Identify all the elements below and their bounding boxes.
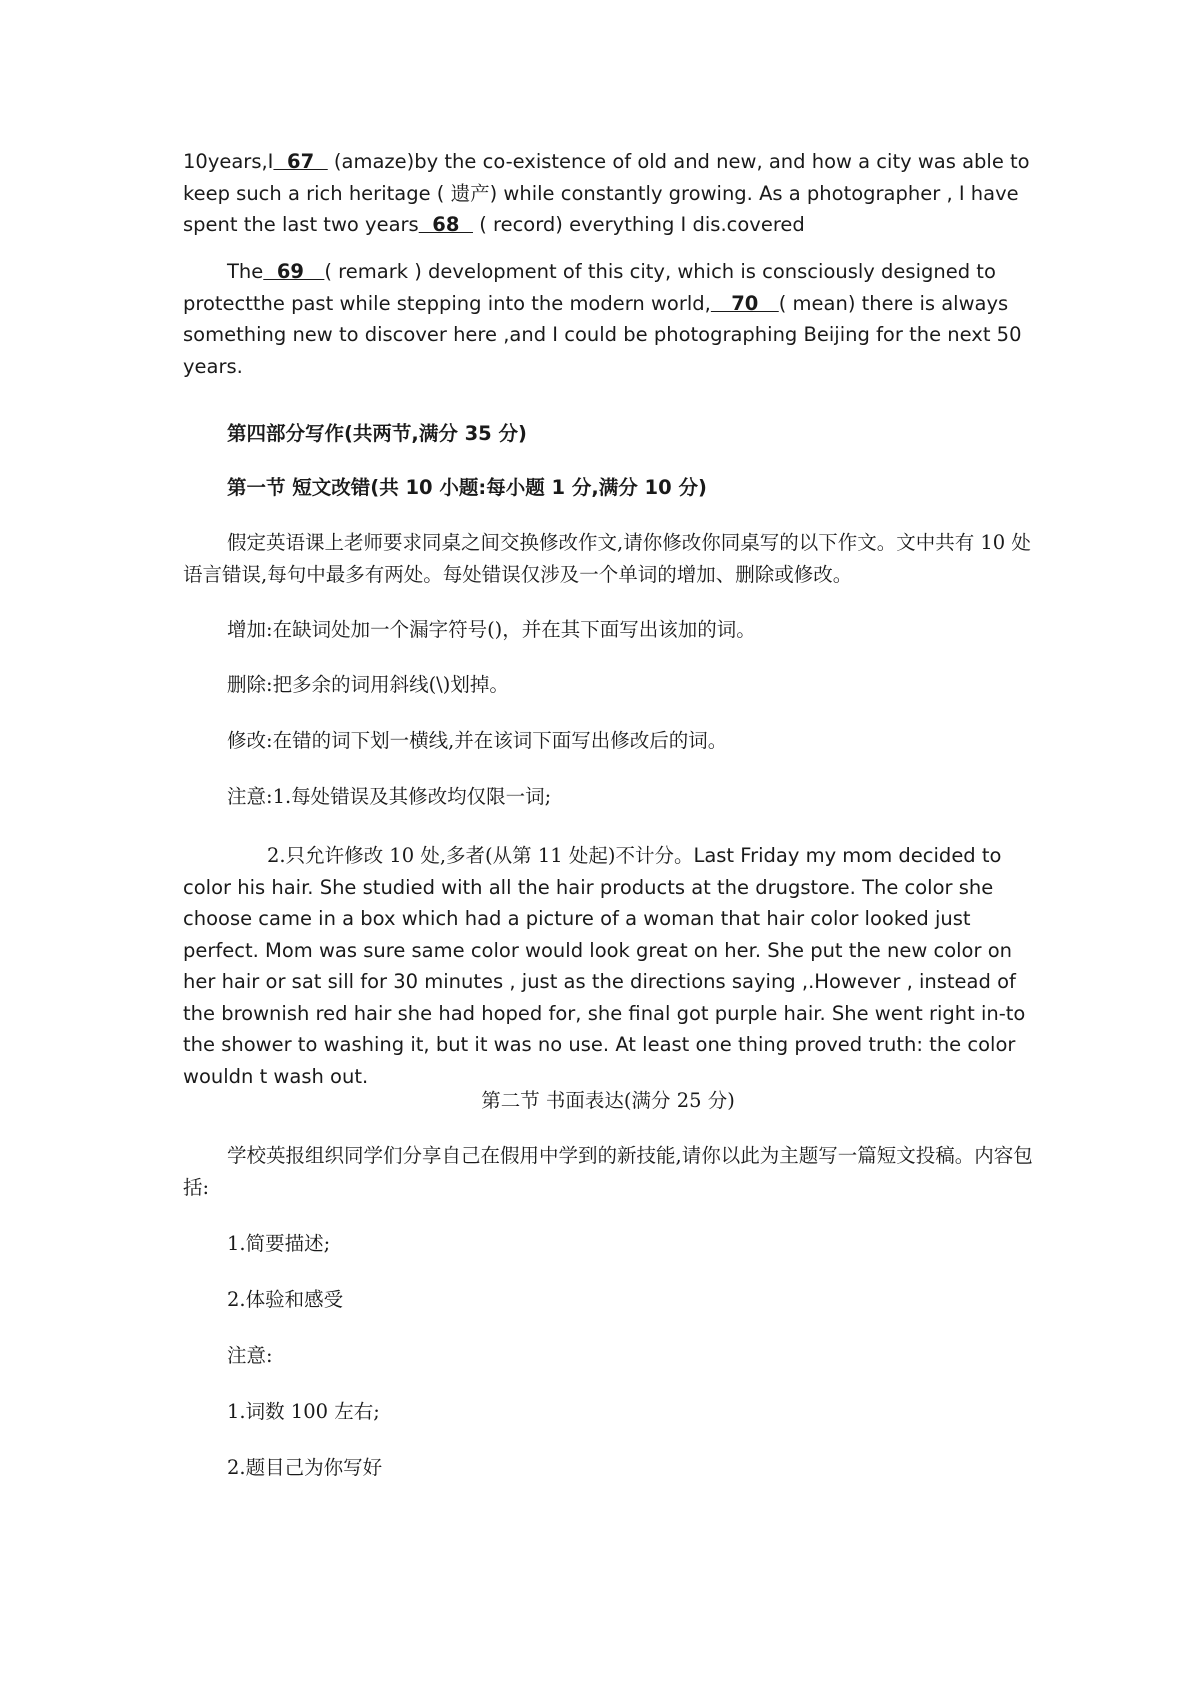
section1-heading: 第一节 短文改错(共 10 小题:每小题 1 分,满分 10 分) [227,476,707,499]
section2-instructions: 学校英报组织同学们分享自己在假用中学到的新技能,请你以此为主题写一篇短文投稿。内容包括: [183,1144,1033,1199]
passage-text: ( mean) there is always something new to discover here ,and I could be photographing Beijing for the next 50 years. [183,291,1022,378]
passage-text: Last Friday my mom decided to color his hair. She studied with all the hair products at the drugstore. The color she choose came in a box which had a picture of a woman that hair color looked just perfect. Mom was sure same color would look great on her. She put the new color on her hair or sat sill for 30 minutes , just as the directions saying ,.However , instead of the brownish red hair she had hoped for, she final got purple hair. She went right in-to the shower to washing it, but it was no use. At least one thing proved truth: the color wouldn t wash out. [183,844,1026,1088]
rule-modify: 修改:在错的词下划一横线,并在该词下面写出修改后的词。 [227,729,728,752]
content-item-1: 1.简要描述; [227,1232,331,1255]
requirement-2: 2.题目己为你写好 [227,1456,383,1479]
passage-paragraph-1 [183,146,1033,241]
passage-text: ( remark ) development of this city, which is consciously designed to protectthe past while stepping into the modern world, [183,260,996,315]
content-item-2: 2.体验和感受 [227,1288,344,1311]
blank-67: 67 [273,150,328,173]
rule-delete: 删除:把多余的词用斜线(\)划掉。 [227,673,509,696]
error-correction-passage [183,840,1033,1092]
note-label: 注意: [227,1344,273,1367]
requirement-1: 1.词数 100 左右; [227,1400,380,1423]
section1-instructions: 假定英语课上老师要求同桌之间交换修改作文,请你修改你同桌写的以下作文。文中共有 10 处语言错误,每句中最多有两处。每处错误仅涉及一个单词的增加、删除或修改。 [183,531,1031,586]
passage-text: The [227,260,264,283]
chinese-gloss: 遗产 [450,181,490,205]
note-1: 注意:1.每处错误及其修改均仅限一词; [227,785,552,808]
part4-heading: 第四部分写作(共两节,满分 35 分) [227,422,527,445]
passage-paragraph-2 [183,256,1033,382]
passage-text: ) while constantly growing. As a photographer , I have spent the last two years [183,181,1019,236]
rule-add: 增加:在缺词处加一个漏字符号()，并在其下面写出该加的词。 [227,618,756,641]
passage-text: ( record) everything I dis.covered [473,213,805,236]
blank-68: 68 [418,213,473,236]
passage-text: 10years,I [183,150,274,173]
section2-heading: 第二节 书面表达(满分 25 分) [481,1089,735,1112]
note-2: 2.只允许修改 10 处,多者(从第 11 处起)不计分。 [267,844,694,867]
passage-text: (amaze)by the co-existence of old and new, and how a city was able to keep such a rich heritage ( [183,150,1030,205]
blank-69: 69 [263,260,325,283]
blank-70: 70 [710,291,779,315]
